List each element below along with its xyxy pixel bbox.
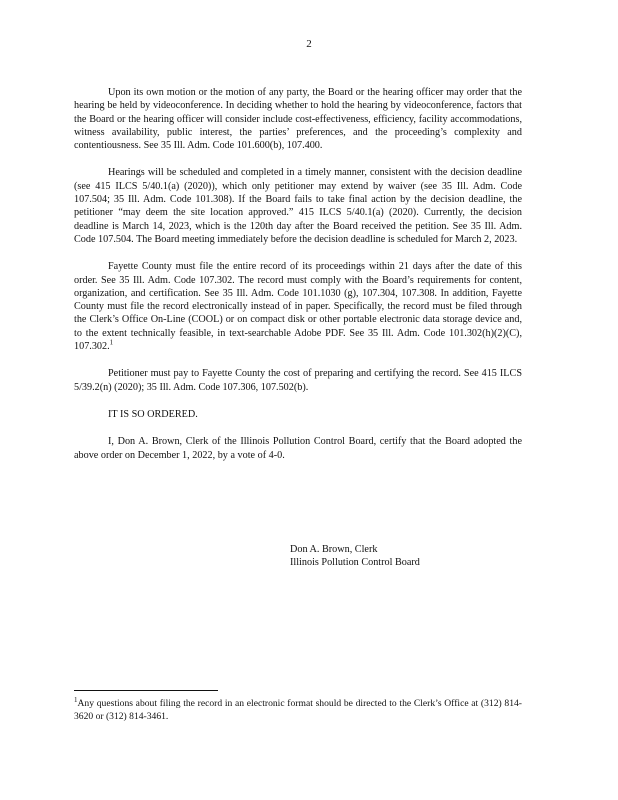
footnote [74, 695, 522, 723]
so-ordered-line: IT IS SO ORDERED. [108, 408, 198, 420]
footnote-divider [74, 690, 218, 691]
signature-block [290, 543, 420, 570]
page-number: 2 [306, 38, 312, 50]
videoconference-paragraph: Upon its own motion or the motion of any party, the Board or the hearing officer may order that the hearing be held by videoconference. In deciding whether to hold the hearing by videoconference, factors that the Board or the hearing officer will consider include cost-effectiveness, efficiency, facility accommodations, witness availability, public interest, the parties’ preferences, and the proceeding’s complexity and contentiousness. See 35 Ill. Adm. Code 101.600(b), 107.400. [74, 87, 522, 152]
signature-name: Don A. Brown, Clerk [290, 544, 378, 555]
record-filing-paragraph [74, 260, 522, 353]
signature-organization: Illinois Pollution Control Board [290, 557, 420, 569]
record-filing-text: Fayette County must file the entire record of its proceedings within 21 days after the date of this order. See 35 Ill. Adm. Code 107.302. The record must comply with the Board’s requirements for content, organization, and certification. See 35 Ill. Adm. Code 101.1030 (g), 107.304, 107.308. In addition, Fayette County must file the record electronically instead of in paper. Specifically, the record must be filed through the Clerk’s Office On-Line (COOL) or on compact disk or other portable electronic data storage device and, to the extent technically feasible, in text-searchable Adobe PDF. See 35 Ill. Adm. Code 101.302(h)(2)(C), 107.302. [74, 261, 522, 353]
hearing-schedule-paragraph: Hearings will be scheduled and completed in a timely manner, consistent with the decision deadline (see 415 ILCS 5/40.1(a) (2020)), which only petitioner may extend by waiver (see 35 Ill. Adm. Code 107.504; 35 Ill. Adm. Code 101.308). If the Board fails to take final action by the decision deadline, the petitioner “may deem the site location approved.” 415 ILCS 5/40.1(a) (2020). Currently, the decision deadline is March 14, 2023, which is the 120th day after the Board received the petition. See 35 Ill. Adm. Code 107.504. The Board meeting immediately before the decision deadline is scheduled for March 2, 2023. [74, 167, 522, 245]
footnote-marker: 1 [74, 695, 78, 704]
footnote-reference: 1 [109, 338, 114, 347]
clerk-certification-paragraph: I, Don A. Brown, Clerk of the Illinois Pollution Control Board, certify that the Board adopted the above order on December 1, 2022, by a vote of 4-0. [74, 436, 522, 461]
footnote-text: Any questions about filing the record in an electronic format should be directed to the Clerk’s Office at (312) 814-3620 or (312) 814-3461. [74, 698, 522, 722]
order-body [74, 86, 522, 476]
record-cost-paragraph: Petitioner must pay to Fayette County the cost of preparing and certifying the record. See 415 ILCS 5/39.2(n) (2020); 35 Ill. Adm. Code 107.306, 107.502(b). [74, 368, 522, 393]
